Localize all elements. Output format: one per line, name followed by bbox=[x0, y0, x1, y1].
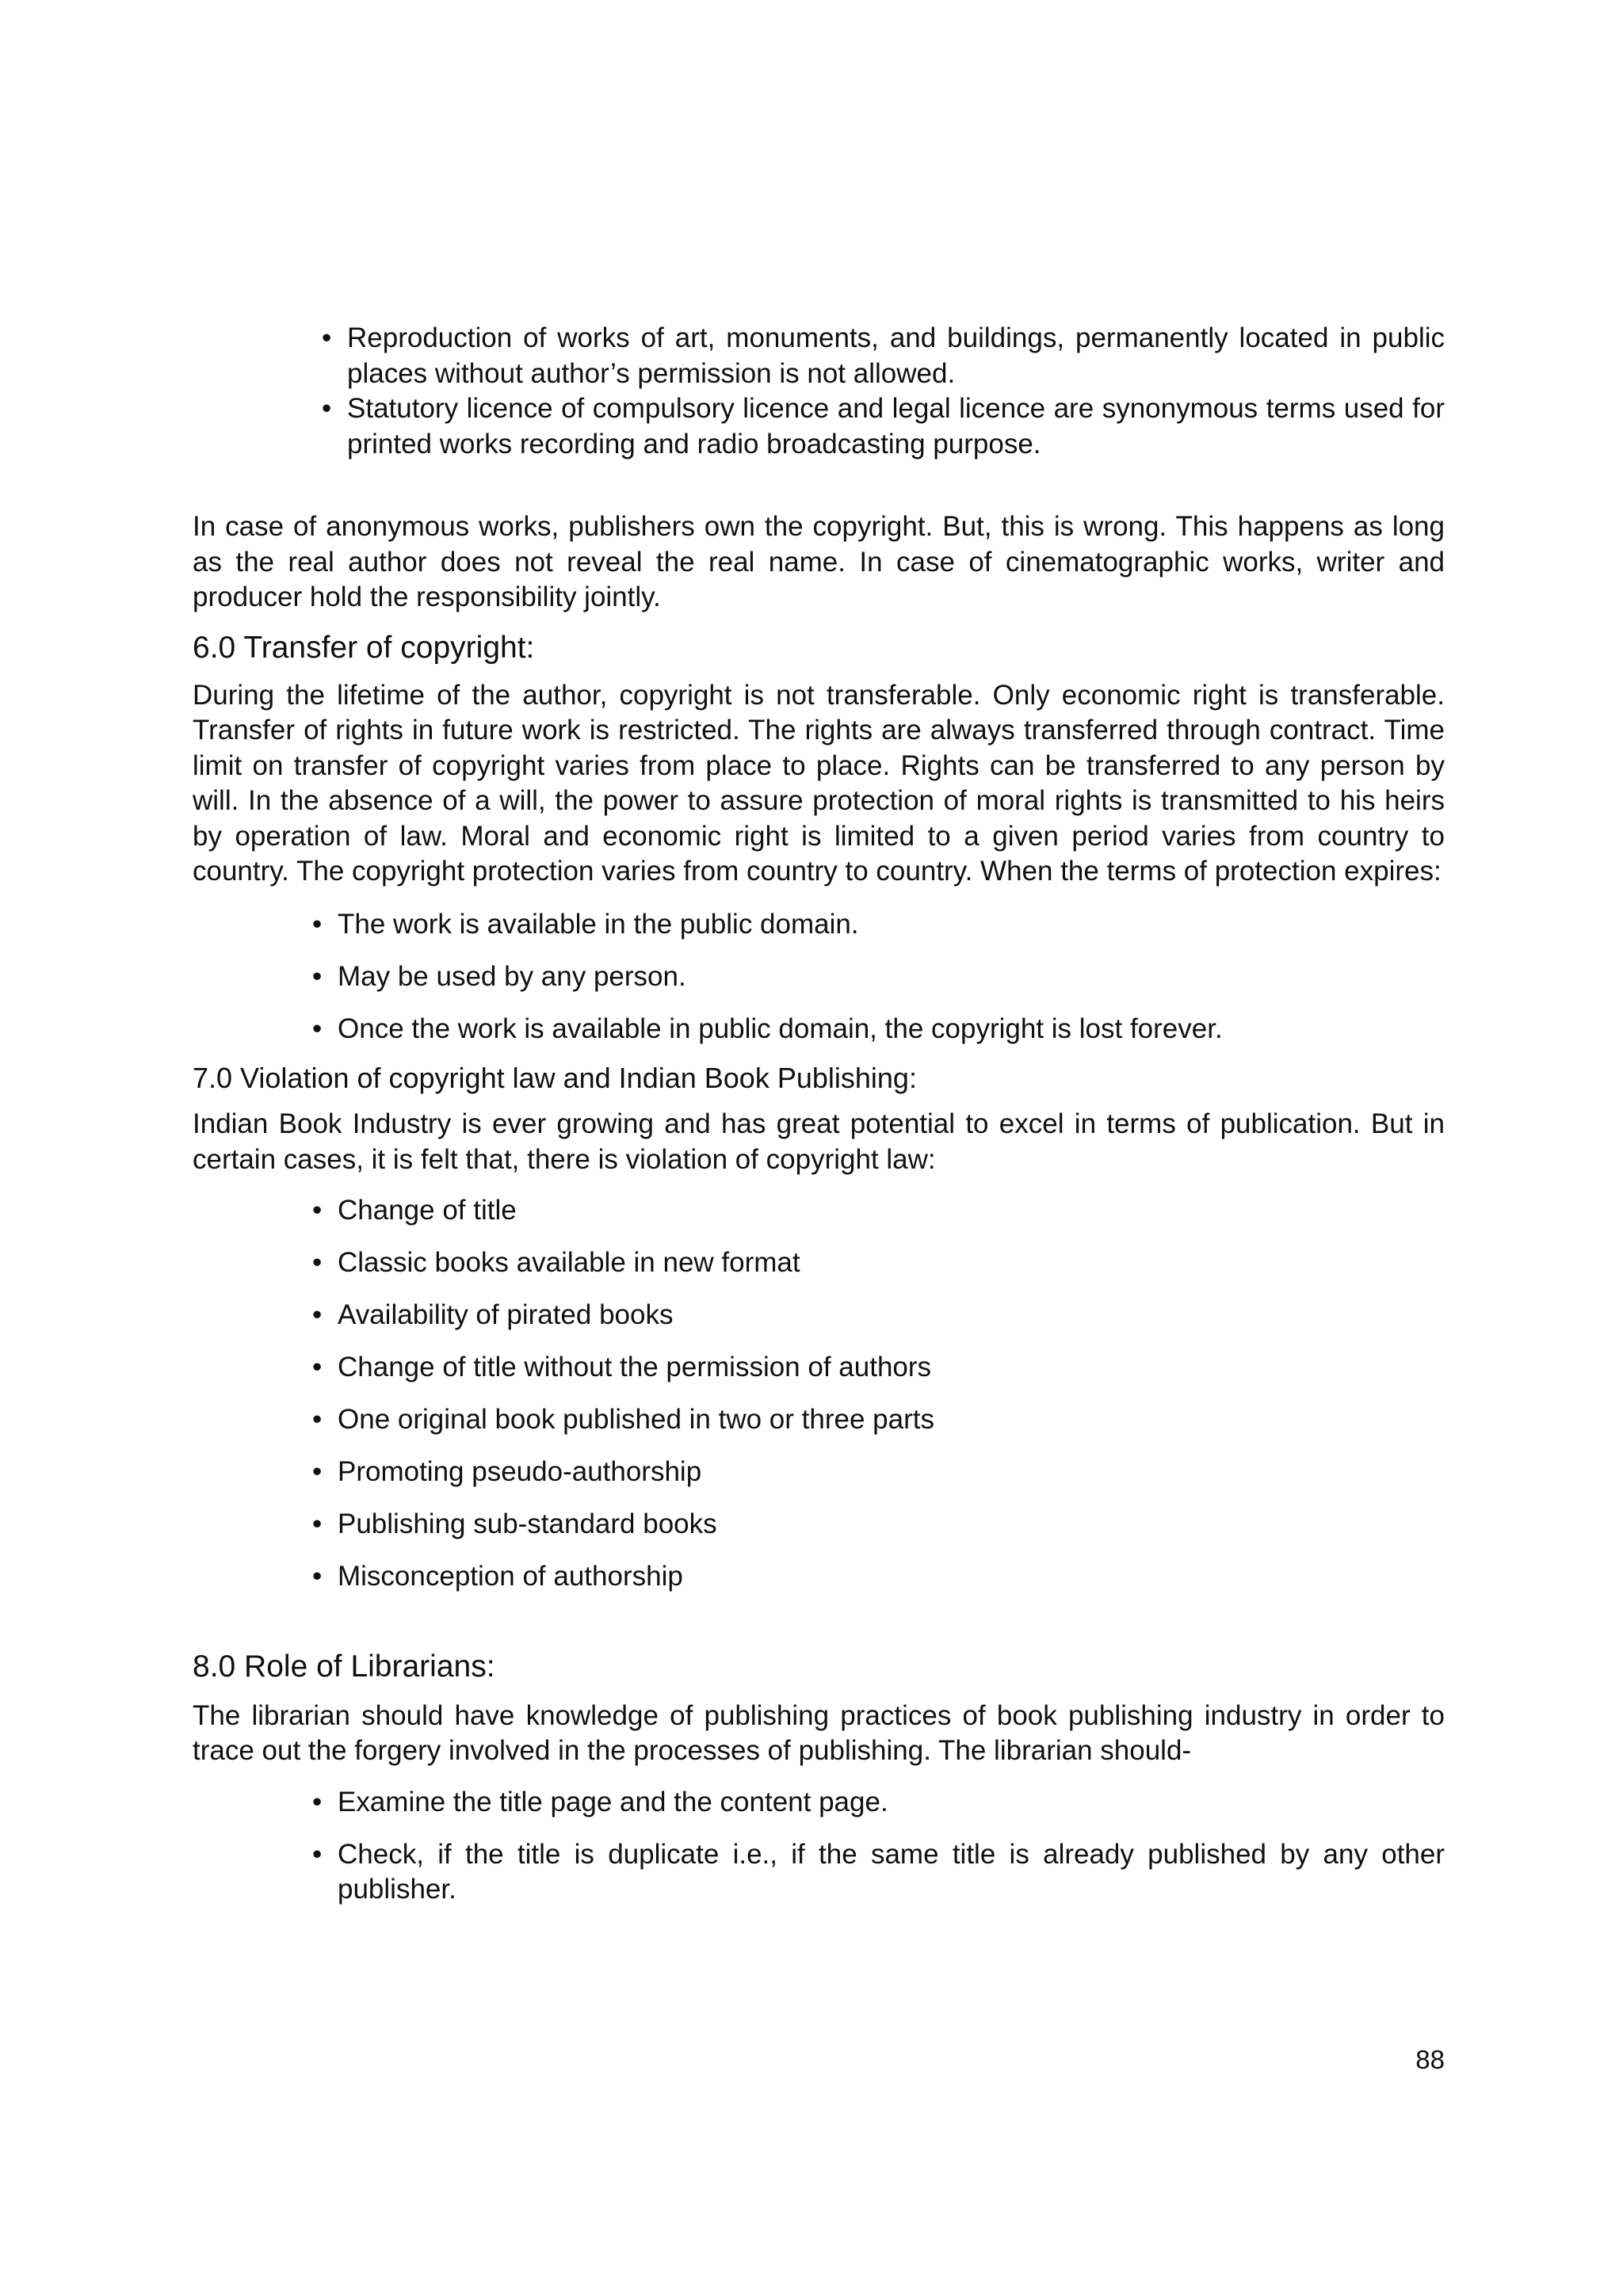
intro-bullet-list bbox=[347, 321, 1445, 462]
page-number: 88 bbox=[1415, 2045, 1445, 2074]
section-8-heading: 8.0 Role of Librarians: bbox=[193, 1649, 495, 1684]
list-item: • May be used by any person. bbox=[338, 959, 1445, 995]
section-6-heading: 6.0 Transfer of copyright: bbox=[193, 630, 535, 665]
section-7-paragraph: Indian Book Industry is ever growing and has great potential to excel in terms of publication. But in certain cases, it is felt that, there is violation of copyright law: bbox=[193, 1108, 1445, 1175]
anonymous-works-paragraph: In case of anonymous works, publishers own the copyright. But, this is wrong. This happens as long as the real author does not reveal the real name. In case of cinematographic works, writer and producer hold the responsibility jointly. bbox=[193, 511, 1445, 612]
list-item: • Availability of pirated books bbox=[338, 1298, 1445, 1333]
list-item: • Misconception of authorship bbox=[338, 1559, 1445, 1595]
list-item: • Classic books available in new format bbox=[338, 1245, 1445, 1281]
list-item: • Statutory licence of compulsory licence and legal licence are synonymous terms used for printed works recording and radio broadcasting purpose. bbox=[347, 391, 1445, 462]
list-item: • Examine the title page and the content page. bbox=[338, 1785, 1445, 1821]
list-item: • Check, if the title is duplicate i.e., if the same title is already published by any other publisher. bbox=[338, 1837, 1445, 1908]
section-7-heading: 7.0 Violation of copyright law and Indian Book Publishing: bbox=[193, 1062, 917, 1094]
list-item: • Publishing sub-standard books bbox=[338, 1507, 1445, 1543]
list-item: • Reproduction of works of art, monuments, and buildings, permanently located in public places without author’s permission is not allowed. bbox=[347, 321, 1445, 391]
section-8-bullet-list bbox=[338, 1785, 1445, 1908]
list-item: • Change of title without the permission of authors bbox=[338, 1350, 1445, 1386]
list-item: • Once the work is available in public domain, the copyright is lost forever. bbox=[338, 1012, 1445, 1047]
section-6-paragraph: During the lifetime of the author, copyright is not transferable. Only economic right is transferable. Transfer of rights in future work is restricted. The rights are always transferred through contract. Time limit on transfer of copyright varies from place to place. Rights can be transferred to any person by will. In the absence of a will, the power to assure protection of moral rights is transmitted to his heirs by operation of law. Moral and economic right is limited to a given period varies from country to country. The copyright protection varies from country to country. When the terms of protection expires: bbox=[193, 679, 1445, 887]
section-8-paragraph: The librarian should have knowledge of publishing practices of book publishing industry in order to trace out the forgery involved in the processes of publishing. The librarian should- bbox=[193, 1699, 1445, 1766]
list-item: • One original book published in two or three parts bbox=[338, 1402, 1445, 1438]
document-body bbox=[193, 321, 1445, 1908]
list-item: • Promoting pseudo-authorship bbox=[338, 1455, 1445, 1490]
list-item: • Change of title bbox=[338, 1193, 1445, 1229]
section-6-bullet-list bbox=[338, 907, 1445, 1047]
section-7-bullet-list bbox=[338, 1193, 1445, 1595]
list-item: • The work is available in the public domain. bbox=[338, 907, 1445, 943]
